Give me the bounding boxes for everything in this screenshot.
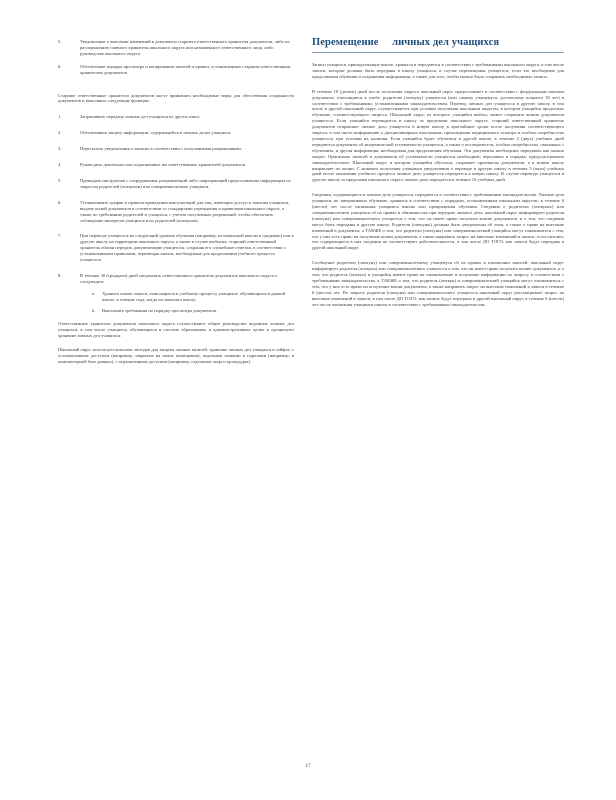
paragraph: Записи учащихся, принадлежащие школе, хранятся и передаются в соответствии с требованиями школьного округа, в том числе записи, которые должны быть переданы в школу учащихся, в случае перемещения учащегося, если это необходимо для продолжения обучения и сохранения информации, а также для того, чтобы можно было сохранить необходимые записи.: [312, 62, 564, 79]
paragraph: Школьный округ использует комплекс методов для защиты личных записей: хранение личных дел учащихся в сейфах, с установленным доступом (например, закрытые на замок помещения), кодовыми замками и паролями (например, в компьютерной базе данных), с ограниченным доступом (например, отдельные лица и процедуры).: [58, 347, 294, 364]
paragraph: В течение 10 (десяти) дней после получения запроса школьный округ предоставляет в соответствии с федеральным законом документы, относящиеся к учебе, родителю (опекуну) учащегося (или самому учащемуся, достигшему возраста 18 лет) в соответствии с требованиями, установленными законодательством. Перевод личных дел учащегося в другую школу, в том числе в другой школьный округ, осуществляется при условии получения школьным округом, в котором учащийся продолжит обучение, соответствующего запроса. Школьный округ, из которого учащийся выбыл, может сохранить копию документов учащегося. Если учащийся переводится в школу за пределами школьного округа, старший ответственный хранитель документов отправляет личное дело учащегося в новую школу в кратчайшие сроки после получения соответствующего запроса, в том числе информацию о дисциплинарных взысканиях, прохождении медицинского осмотра и особых потребностях учащегося, при условии их наличия. Если учащийся будет обучаться в другой школе, в течение 2 (двух) учебных дней передаются документы об академической успеваемости учащегося, а также о посещаемости, особых потребностях, связанных с обучением, и другая информация, необходимая для продолжения обучения. Эти документы необходимо передавать как можно скорее. Оригиналы записей и документов об успеваемости учащегося необходимо передавать в порядке, предусмотренном законодательством. Школьный округ, в котором учащийся обучался, сохраняет оригиналы документов, а в новую школу направляет их копии. С момента получения учащимся уведомления о переводе в другую школу в течение 5 (пяти) учебных дней после окончания учебного процесса личное дело учащегося передается в новую школу. В случае перевода учащегося в другую школу за пределами школьного округа личное дело передается в течение 10 учебных дней.: [312, 88, 564, 183]
list-item: 3. Пересылать уведомления о записях в соответствии с полученными разрешениями.: [58, 146, 242, 152]
list-item: 6. Устанавливать график и правила проведения консультаций для лиц, имеющих доступ к записям учащихся, выдачу копий документов в соответствии со стандартами учреждения и правилами школьного округа, а также по требованию родителей и учащихся, с учетом полученных разрешений, чтобы обеспечить соблюдение интересов учащихся и их родителей (опекунов).: [58, 199, 290, 223]
intro-paragraph: Старшие ответственные хранители документов могут принимать необходимые меры для обеспечения сохранности документов и выполнять следующие функции:: [58, 92, 294, 104]
left-column: [58, 0, 294, 365]
list-item: 2. Обеспечивать защиту информации, содержащейся в личных делах учащихся.: [58, 130, 232, 136]
list-item: 6. Обеспечение порядка просмотра и копирования записей и правил, установленных старшим ответственным хранителем документов.: [58, 63, 291, 75]
paragraph: Ответственные хранители документов школьного округа осуществляют общее руководство ведением личных дел учащихся, в том числе учащихся, обучающихся в системе образования, в административных целях и организуют хранение личных дел учащихся.: [58, 321, 294, 339]
list-item: 5. Уведомление о внесении изменений в документы старшего ответственного хранителя документов, либо по распоряжению главного хранителя школьного округа или назначенного ответственного лица, либо руководства школьного округа.: [58, 39, 290, 56]
list-item: b. Выполнять требования по порядку просмотра документов.: [92, 307, 218, 313]
paragraph: Сведения, содержащиеся в личном деле учащегося, передаются в соответствии с требованиями законодательства. Личные дела учащихся, не завершивших обучение, хранятся в соответствии с порядком, установленным школьным округом, в течение 6 (шести) лет после окончания учащимся школы или прекращения обучения. Сведения о родителях (опекунах) или совершеннолетнем учащемся об их правах и обязанностях при передаче личного дела, школьный округ информирует родителя (опекуна) или совершеннолетнего учащегося о том, что он имеет право получить копию документов, и о том, что сведения могут быть переданы в другую школу. Родители (опекуны) должны быть уведомлены об этом, а также о праве на внесение изменений в документы, а ТАКЖЕ о том, что родители (опекуны) или совершеннолетний учащийся могут ознакомиться с тем, что у них есть право на получение копии документов, а также направить запрос на внесение изменений в записи, если считают, что содержащиеся в них сведения не соответствуют действительности, в том числе ДО ТОГО, как записи будут переданы в другой школьный округ.: [312, 192, 564, 251]
list-item: 4. Руководить деятельностью подчиненных им ответственных хранителей документов.: [58, 162, 246, 168]
right-column: [312, 0, 564, 308]
list-item: 8. В течение 30 (тридцати) дней уведомлять ответственного хранителя документов школьного округа о следующем:: [58, 272, 278, 284]
section-title: Перемещение личных дел учащихся: [312, 37, 500, 48]
functions-list: [58, 114, 294, 284]
top-list: [58, 39, 294, 76]
list-item: 1. Запрашивать передачу личных дел учащихся из других школ.: [58, 114, 201, 120]
page-number: 17: [305, 764, 311, 769]
list-item: a. Хранить только записи, относящиеся к учебному процессу учащихся, обучающихся в данной школе, в течение года, когда он закончил школу;: [92, 290, 286, 302]
title-divider: [312, 52, 564, 53]
sub-list: [92, 291, 294, 314]
paragraph: Сообщение родителю (опекуну) или совершеннолетнему учащемуся об их правах в отношении записей, школьный округ информирует родителя (опекуна) или совершеннолетнего учащегося о том, что он имеет право получить копию документов, и о том, что родитель (опекун) и учащийся имеют право на ознакомление и получение информации по запросу в соответствии с требованиями законодательства, а ТАКЖЕ о том, что родитель (опекун) и совершеннолетний учащийся могут ознакомиться с тем, что у них есть право на получение копии документов, а также направить запрос на внесение изменений в записи в течение 6 (шести) лет. По запросу родителя (опекуна) или совершеннолетнего учащегося школьный округ рассматривает запрос на внесение изменений в записи, в том числе ДО ТОГО, как записи будут переданы в другой школьный округ, в течение 6 (шести) лет после окончания учащимся школы в соответствии с требованиями законодательства.: [312, 260, 564, 307]
list-item: 7. При переводе учащегося на следующий уровень обучения (например, из начальной школы в среднюю) или в другую школу на территории школьного округа, а также в случае выбытия, старший ответственный хранитель обязан передать документацию учащегося, сохраняя его служебные отметки, в соответствии с установленными правилами, перемещая записи, необходимые для продолжения учебного процесса учащегося.: [58, 233, 294, 263]
list-item: 5. Проводить инструктаж с сотрудниками, разрешающий либо запрещающий предоставление информации по запросам родителей (опекунов) или совершеннолетних учащихся.: [58, 177, 291, 189]
